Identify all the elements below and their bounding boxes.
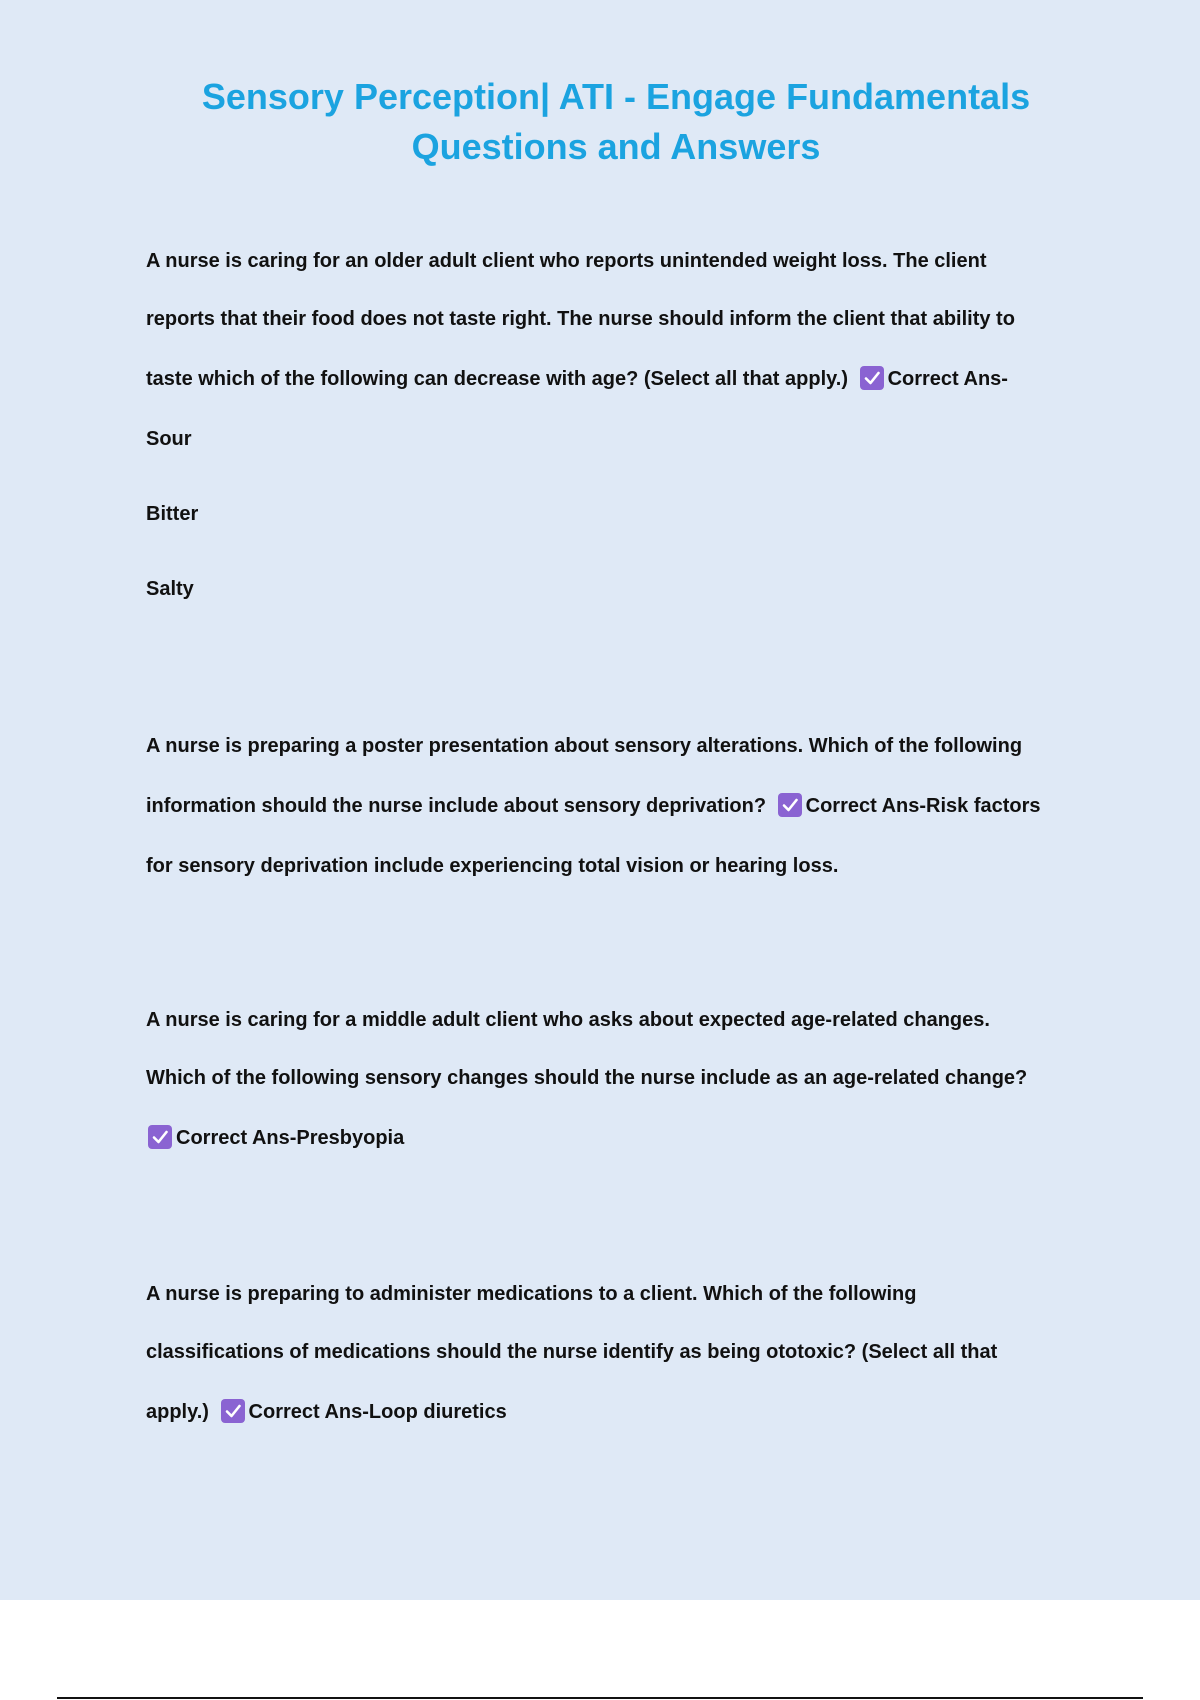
question-text-part: apply.) <box>146 1401 209 1423</box>
answer-text: for sensory deprivation include experiencing total vision or hearing loss. <box>146 855 839 877</box>
question-block-1 <box>146 241 1086 644</box>
question-text <box>146 359 1086 419</box>
question-text <box>146 786 1086 846</box>
answer-option: Sour <box>146 428 192 450</box>
document-title <box>0 72 1200 172</box>
question-text: A nurse is preparing to administer medications to a client. Which of the following <box>146 1283 917 1305</box>
answer-option: Salty <box>146 578 194 600</box>
question-text-part: information should the nurse include about sensory deprivation? <box>146 795 767 817</box>
title-line-2: Questions and Answers <box>411 126 821 167</box>
title-line-1: Sensory Perception| ATI - Engage Fundamentals <box>201 76 1031 117</box>
answer-label: Correct Ans- <box>887 368 1008 390</box>
question-text: A nurse is caring for an older adult client who reports unintended weight loss. The client <box>146 250 987 272</box>
checkbox-checked-icon <box>778 793 802 817</box>
question-text: Which of the following sensory changes should the nurse include as an age-related change? <box>146 1067 1028 1089</box>
question-block-4 <box>146 1274 1086 1452</box>
question-block-3 <box>146 1000 1086 1178</box>
question-text: A nurse is caring for a middle adult client who asks about expected age-related changes. <box>146 1009 990 1031</box>
footer-divider <box>57 1697 1143 1699</box>
answer-line <box>146 1118 1086 1178</box>
question-text-part: taste which of the following can decrease with age? (Select all that apply.) <box>146 368 848 390</box>
question-block-2 <box>146 726 1086 906</box>
answer-label: Correct Ans-Presbyopia <box>176 1127 405 1149</box>
checkbox-checked-icon <box>860 366 884 390</box>
question-text: A nurse is preparing a poster presentation about sensory alterations. Which of the following <box>146 735 1023 757</box>
answer-option: Bitter <box>146 503 199 525</box>
answer-label: Correct Ans-Loop diuretics <box>248 1401 507 1423</box>
checkbox-checked-icon <box>221 1399 245 1423</box>
checkbox-checked-icon <box>148 1125 172 1149</box>
question-text: classifications of medications should the nurse identify as being ototoxic? (Select all that <box>146 1341 998 1363</box>
answer-label: Correct Ans-Risk factors <box>805 795 1041 817</box>
question-text <box>146 1392 1086 1452</box>
question-text: reports that their food does not taste right. The nurse should inform the client that ability to <box>146 308 1015 330</box>
